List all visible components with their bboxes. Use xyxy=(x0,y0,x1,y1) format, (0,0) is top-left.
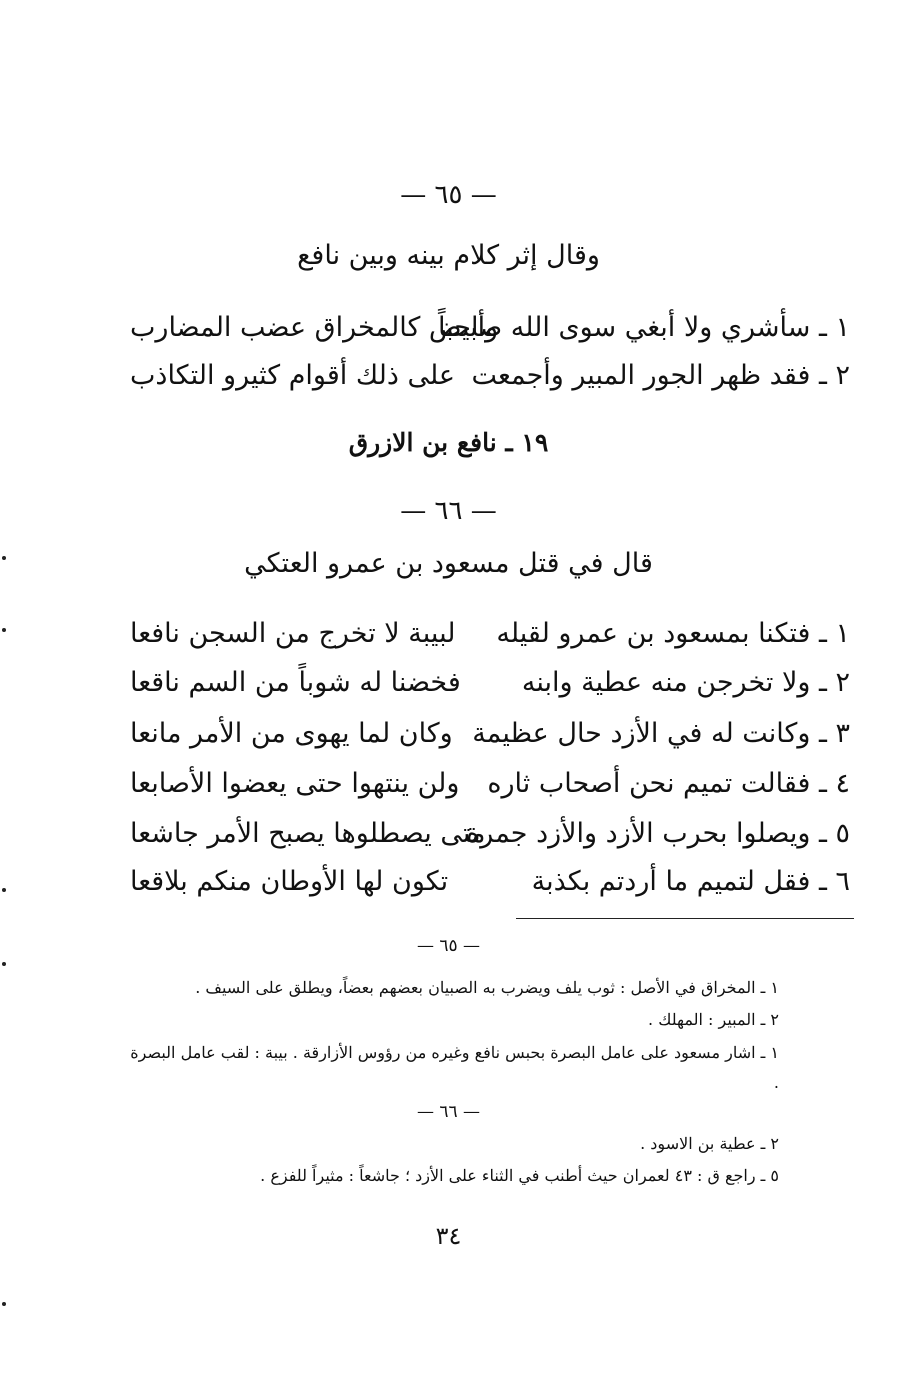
verse-first-hemistich: ٥ ـ ويصلوا بحرب الأزد والأزد جمرة xyxy=(466,818,850,849)
scan-speck xyxy=(2,1302,6,1306)
poem-66-heading: قال في قتل مسعود بن عمرو العتكي xyxy=(244,548,653,579)
scan-speck xyxy=(2,556,6,560)
verse-first-hemistich: ٦ ـ فقل لتميم ما أردتم بكذبة xyxy=(531,866,850,897)
verse-first-hemistich: ١ ـ فتكنا بمسعود بن عمرو لقيله xyxy=(496,618,850,649)
verse-second-hemistich: على ذلك أقوام كثيرو التكاذب xyxy=(130,360,456,391)
verse-line xyxy=(130,768,850,812)
verse-first-hemistich: ٢ ـ فقد ظهر الجور المبير وأجمعت xyxy=(471,360,850,391)
footnote-separator xyxy=(516,918,854,919)
footnote: ١ ـ المخراق في الأصل : ثوب يلف ويضرب به الصبيان بعضهم بعضاً، ويطلق على السيف . xyxy=(195,978,779,997)
verse-second-hemistich: لبيبة لا تخرج من السجن نافعا xyxy=(130,618,456,649)
verse-first-hemistich: ٣ ـ وكانت له في الأزد حال عظيمة xyxy=(472,718,850,749)
scan-speck xyxy=(2,962,6,966)
verse-first-hemistich: ٤ ـ فقالت تميم نحن أصحاب ثاره xyxy=(487,768,850,799)
verse-second-hemistich: وكان لما يهوى من الأمر مانعا xyxy=(130,718,453,749)
verse-second-hemistich: متى يصطلوها يصبح الأمر جاشعا xyxy=(130,818,486,849)
verse-first-hemistich: ١ ـ سأشري ولا أبغي سوى الله صاحباً xyxy=(437,312,850,343)
verse-line xyxy=(130,312,850,356)
verse-line xyxy=(130,818,850,862)
verse-first-hemistich: ٢ ـ ولا تخرجن منه عطية وابنه xyxy=(521,667,850,698)
footnote: ١ ـ اشار مسعود على عامل البصرة بحبس نافع وغيره من رؤوس الأزارقة . بيبة : لقب عامل البصرة . xyxy=(130,1043,779,1092)
verse-second-hemistich: ولن ينتهوا حتى يعضوا الأصابعا xyxy=(130,768,460,799)
verse-second-hemistich: وأبيض كالمخراق عضب المضارب xyxy=(130,312,499,343)
page-footer-number: ٣٤ xyxy=(435,1222,462,1250)
verse-line xyxy=(130,866,850,910)
scan-speck xyxy=(2,888,6,892)
verse-line xyxy=(130,667,850,711)
footnote: ٢ ـ المبير : المهلك . xyxy=(648,1010,779,1029)
poem-65-heading: وقال إثر كلام بينه وبين نافع xyxy=(297,240,600,271)
verse-line xyxy=(130,718,850,762)
verse-line xyxy=(130,618,850,662)
footnote-group-number: — ٦٦ — xyxy=(416,1102,481,1122)
footnote: ٥ ـ راجع ق : ٤٣ لعمران حيث أطنب في الثناء على الأزد ؛ جاشعاً : مثيراً للفزع . xyxy=(260,1166,779,1185)
scan-speck xyxy=(2,628,6,632)
footnote-group-number: — ٦٥ — xyxy=(416,936,481,956)
poem-number-66: — ٦٦ — xyxy=(400,496,497,526)
verse-second-hemistich: تكون لها الأوطان منكم بلاقعا xyxy=(130,866,449,897)
poem-number-65: — ٦٥ — xyxy=(400,180,497,210)
section-title: ١٩ ـ نافع بن الازرق xyxy=(348,428,549,457)
verse-line xyxy=(130,360,850,404)
footnote: ٢ ـ عطية بن الاسود . xyxy=(640,1134,779,1153)
verse-second-hemistich: فخضنا له شوباً من السم ناقعا xyxy=(130,667,461,698)
